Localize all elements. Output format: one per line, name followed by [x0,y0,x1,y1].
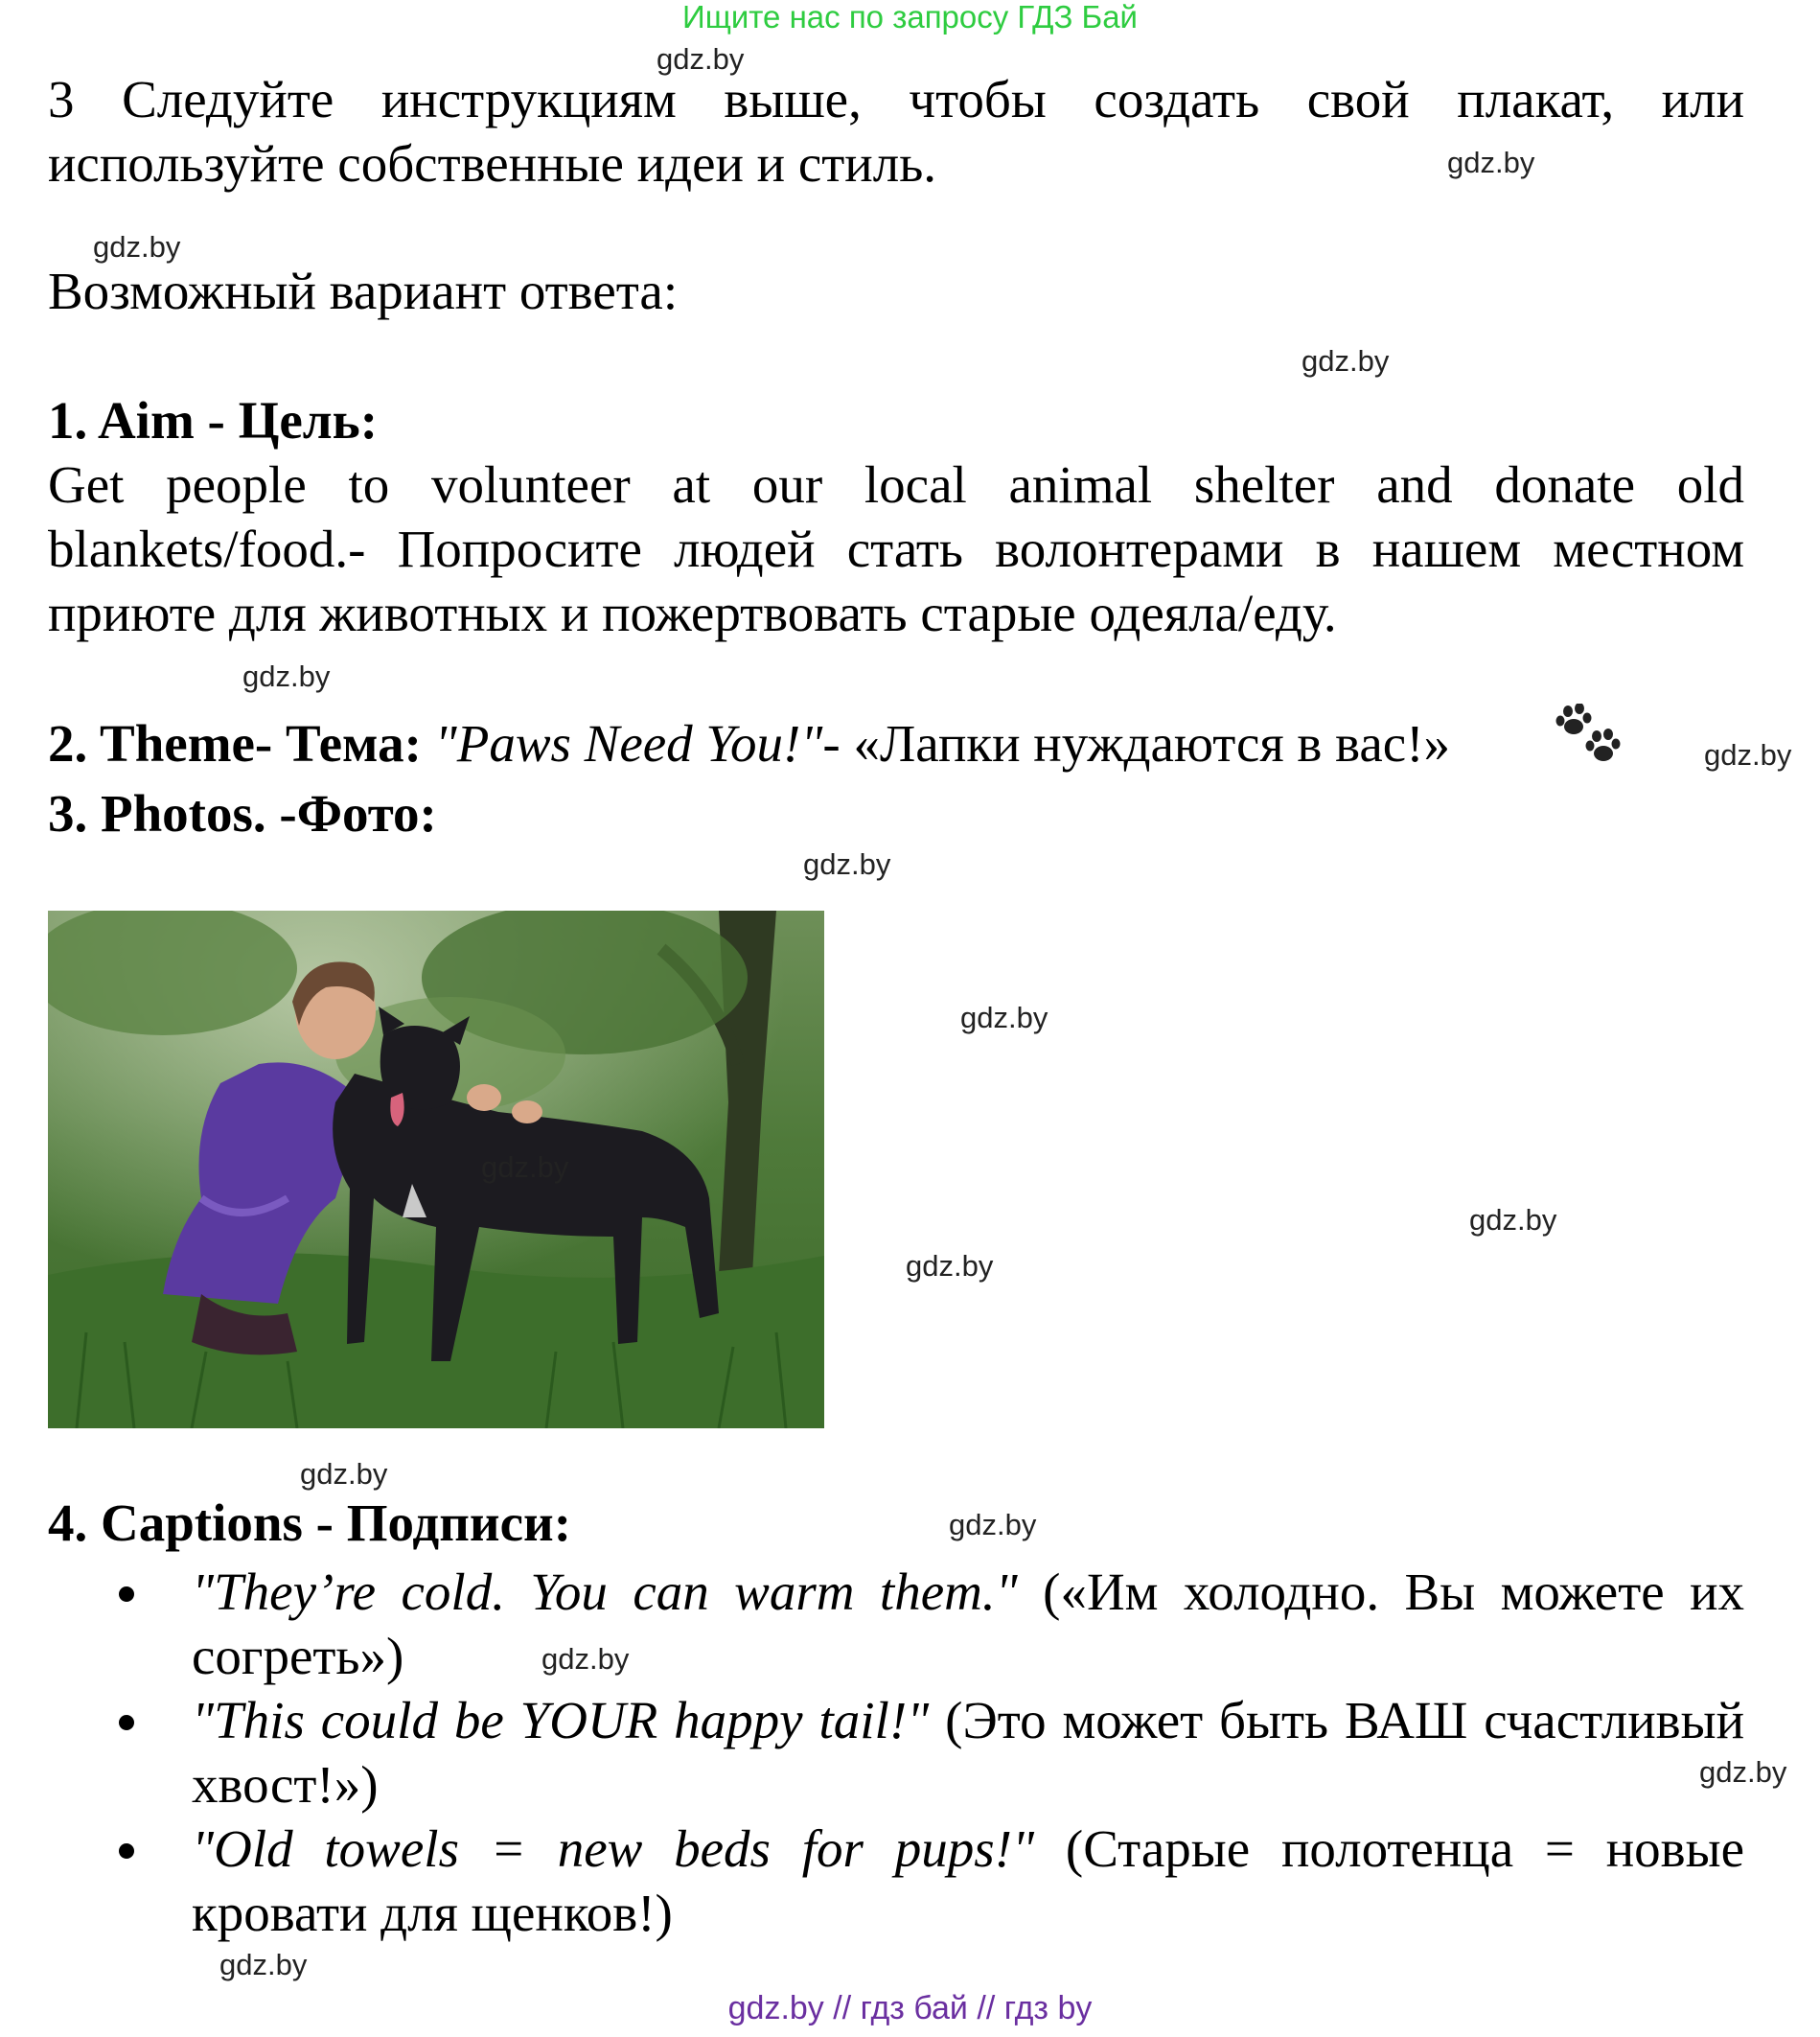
captions-label-rest: Подписи: [346,1493,572,1552]
task-text: 3 Следуйте инструкциям выше, чтобы создать свой плакат, или используйте собственные идеи и стиль. [48,70,1744,193]
watermark: gdz.by [1704,738,1792,772]
caption-translation: (Это может быть ВАШ счастливый хвост!») [192,1691,1745,1814]
volunteer-dog-photo [48,911,824,1428]
theme-translation: - «Лапки нуждаются в вас!» [822,714,1451,773]
watermark: gdz.by [949,1508,1037,1541]
caption-translation: (Старые полотенца = новые кровати для щенков!) [192,1819,1745,1942]
watermark: gdz.by [803,847,891,881]
footer: gdz.by // гдз бай // гдз by [727,1990,1093,2026]
watermark: gdz.by [1302,344,1390,378]
answer-heading: Возможный вариант ответа: [48,262,679,320]
watermark: gdz.by [1699,1755,1787,1789]
watermark: gdz.by [1469,1203,1557,1237]
watermark: gdz.by [657,42,745,76]
bullet-icon [119,1715,134,1730]
top-banner: Ищите нас по запросу ГДЗ Бай [682,0,1138,35]
watermark: gdz.by [481,1150,569,1184]
photos-label: 3. Photos. -Фото: [48,784,437,843]
watermark: gdz.by [242,660,331,693]
caption-text [192,1560,1744,1688]
bullet-icon [119,1586,134,1602]
caption-quote: "They’re cold. You can warm them." [192,1562,1018,1621]
watermark: gdz.by [541,1642,630,1676]
watermark: gdz.by [93,230,181,264]
caption-quote: "Old towels = new beds for pups!" [192,1819,1035,1878]
captions-heading [48,1491,571,1555]
captions-label-bold: 4. Captions - [48,1493,334,1552]
bullet-icon [119,1843,134,1859]
theme-label: 2. Theme- Тема: [48,714,422,773]
theme-line [48,711,1450,775]
aim-label: 1. Aim - Цель: [48,391,379,450]
watermark: gdz.by [1447,146,1535,179]
caption-quote: "This could be YOUR happy tail!" [192,1691,930,1749]
caption-text [192,1817,1744,1945]
watermark: gdz.by [906,1249,994,1283]
paw-prints-icon [1555,704,1622,765]
watermark: gdz.by [960,1001,1048,1034]
caption-text [192,1688,1744,1817]
caption-translation: («Им холодно. Вы можете их согреть») [192,1562,1745,1685]
aim-text: Get people to volunteer at our local animal shelter and donate old blankets/food.- Попросите людей стать волонтерами в нашем местном приюте для животных и пожертвовать старые одеяла/еду. [48,455,1744,642]
watermark: gdz.by [300,1457,388,1491]
watermark: gdz.by [219,1948,308,1981]
theme-quote: "Paws Need You!" [434,714,823,773]
